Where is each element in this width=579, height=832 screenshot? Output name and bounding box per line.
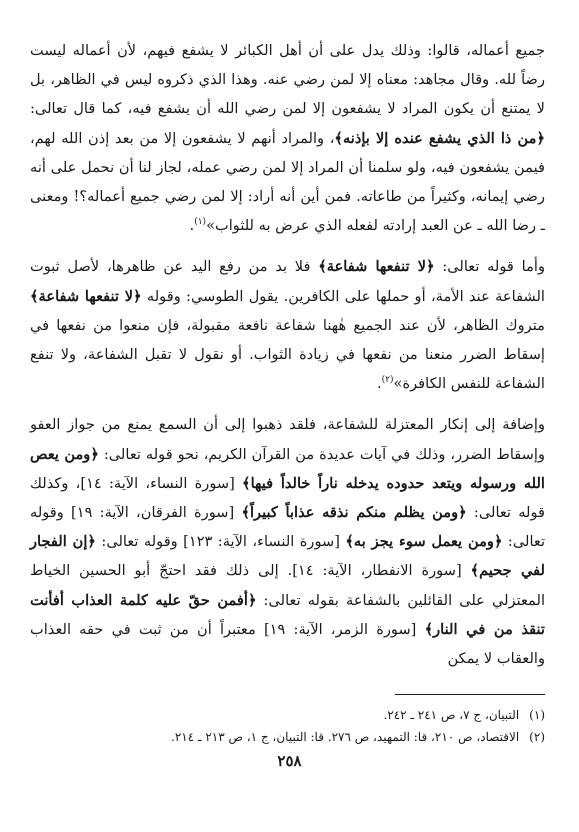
quran-quote: ﴿من ذا الذي يشفع عنده إلا بإذنه﴾ [334,129,545,147]
paragraph-1: جميع أعماله، قالوا: وذلك يدل على أن أهل الكبائر لا يشفع فيهم، لأن أعماله ليست رضاً لله. وقال مجاهد: معناه إلا لمن رضي عنه. وهذا الذي ذكروه ليس في الظاهر، بل لا يمتنع أن يكون المراد لا يشفعون إلا لمن رضي الله أن يشفع فيه، كما قال تعالى: ﴿من ذا الذي يشفع عنده إلا بإذنه﴾، والمراد أنهم لا يشفعون إلا من بعد إذن الله لهم، فيمن يشفعون فيه، ولو سلمنا أن المراد إلا لمن رضي عمله، لجاز لنا أن نحمل على أنه رضي إيمانه، وكثيراً من طاعاته. فمن أين أنه أراد: إلا لمن رضي جميع أعماله؟! ومعنى ـ رضا الله ـ عن العبد إرادته لفعله الذي عرض به للثواب»$^{(١)}$. [30,42,545,235]
footnote-number: (٢) [529,730,545,744]
footnote-number: (١) [529,708,545,722]
footnote-divider [395,694,545,695]
quran-quote: ﴿ومن يعمل سوء يجز به﴾ [345,533,503,551]
paragraph-text: [سورة النساء، الآية: ١٢٣] وقوله تعالى: [95,533,346,551]
quran-quote: ﴿إن الفجار لفي جحيم﴾ [30,533,545,580]
footnote-text: التبيان، ج ٧، ص ٢٤١ ـ ٢٤٢. [383,708,520,722]
footnote-2 [30,726,545,748]
paragraph-text: ، والمراد أنهم لا يشفعون إلا من بعد إذن الله لهم، فيمن يشفعون فيه، ولو سلمنا أن المراد إلا لمن رضي عمله، لجاز لنا أن نحمل على أنه رضي إيمانه، وكثيراً من طاعاته. فمن أين أنه أراد: إلا لمن رضي جميع أعماله؟! ومعنى ـ رضا الله ـ عن العبد إرادته لفعله الذي عرض به للثواب» [30,129,545,235]
quran-quote: ﴿ومن يظلم منكم نذقه عذاباً كبيراً﴾ [241,504,467,522]
paragraph-text: وإضافة إلى إنكار المعتزلة للشفاعة، فلقد ذهبوا إلى أن السمع يمنع من جواز العفو وإسقاط الضرر، وذلك في آيات عديدة من القرآن الكريم، نحو قوله تعالى: [30,416,546,463]
paragraph-text: [سورة الفرقان، الآية: ١٩] وقوله تعالى: [30,504,546,551]
footnote-1 [30,704,545,726]
paragraph-text: وأما قوله تعالى: [434,258,545,276]
quran-quote: ﴿لا تنفعها شفاعة﴾ [30,287,142,305]
footnote-ref: (٢) [381,375,394,386]
quran-quote: ﴿لا تنفعها شفاعة﴾ [318,258,435,276]
quran-quote: ﴿ومن يعص الله ورسوله ويتعد حدوده يدخله ناراً خالداً فيها﴾ [30,445,545,492]
paragraph-text: [سورة الزمر، الآية: ١٩] معتبراً أن من ثبت في حقه العذاب والعقاب لا يمكن [30,620,545,668]
footnote-text: الاقتصاد، ص ٢١٠، قا: التمهيد، ص ٢٧٦. قا: التبيان، ج ١، ص ٢١٣ ـ ٢١٤. [170,730,520,744]
paragraph-3 [30,410,545,673]
paragraph-text: جميع أعماله، قالوا: وذلك يدل على أن أهل الكبائر لا يشفع فيهم، لأن أعماله ليست رضاً لله. وقال مجاهد: معناه إلا لمن رضي عنه. وهذا الذي ذكروه ليس في الظاهر، بل لا يمتنع أن يكون المراد لا يشفعون إلا لمن رضي الله أن يشفع فيه، كما قال تعالى: [30,42,545,118]
paragraph-text: متروك الظاهر، لأن عند الجميع هٰهنا شفاعة نافعة مقبولة، فإن منعوا من نفعها في إسقاط الضرر منعنا من نفعها في زيادة الثواب. أو نقول لا تقبل الشفاعة، ولا تنفع الشفاعة للنفس الكافرة» [30,316,545,393]
body-text [30,36,545,673]
page-number: ٢٥٨ [277,752,302,770]
footnote-ref: (١) [194,217,207,228]
paragraph-text: [سورة الانفطار، الآية: ١٤]. إلى ذلك فقد احتجّ أبو الحسين الخياط المعتزلي على القائلين بالشفاعة بقوله تعالى: [30,562,545,609]
footnotes [30,704,545,748]
paragraph-2: وأما قوله تعالى: ﴿لا تنفعها شفاعة﴾ فلا بد من رفع اليد عن ظاهرها، لأصل ثبوت الشفاعة عند الأمة، أو حملها على الكافرين. يقول الطوسي: وقوله ﴿لا تنفعها شفاعة﴾ متروك الظاهر، لأن عند الجميع هٰهنا شفاعة نافعة مقبولة، فإن منعوا من نفعها في إسقاط الضرر منعنا من نفعها في زيادة الثواب. أو نقول لا تقبل الشفاعة، ولا تنفع الشفاعة للنفس الكافرة»$^{(٢)}$. [30,258,545,393]
paragraph-text: فلا بد من رفع اليد عن ظاهرها، لأصل ثبوت الشفاعة عند الأمة، أو حملها على الكافرين. يقول الطوسي: وقوله [30,258,545,305]
quran-quote: ﴿أفمن حقّ عليه كلمة العذاب أفأنت تنقذ من في النار﴾ [30,591,545,638]
paragraph-text: [سورة النساء، الآية: ١٤]، وكذلك قوله تعالى: [30,474,545,522]
